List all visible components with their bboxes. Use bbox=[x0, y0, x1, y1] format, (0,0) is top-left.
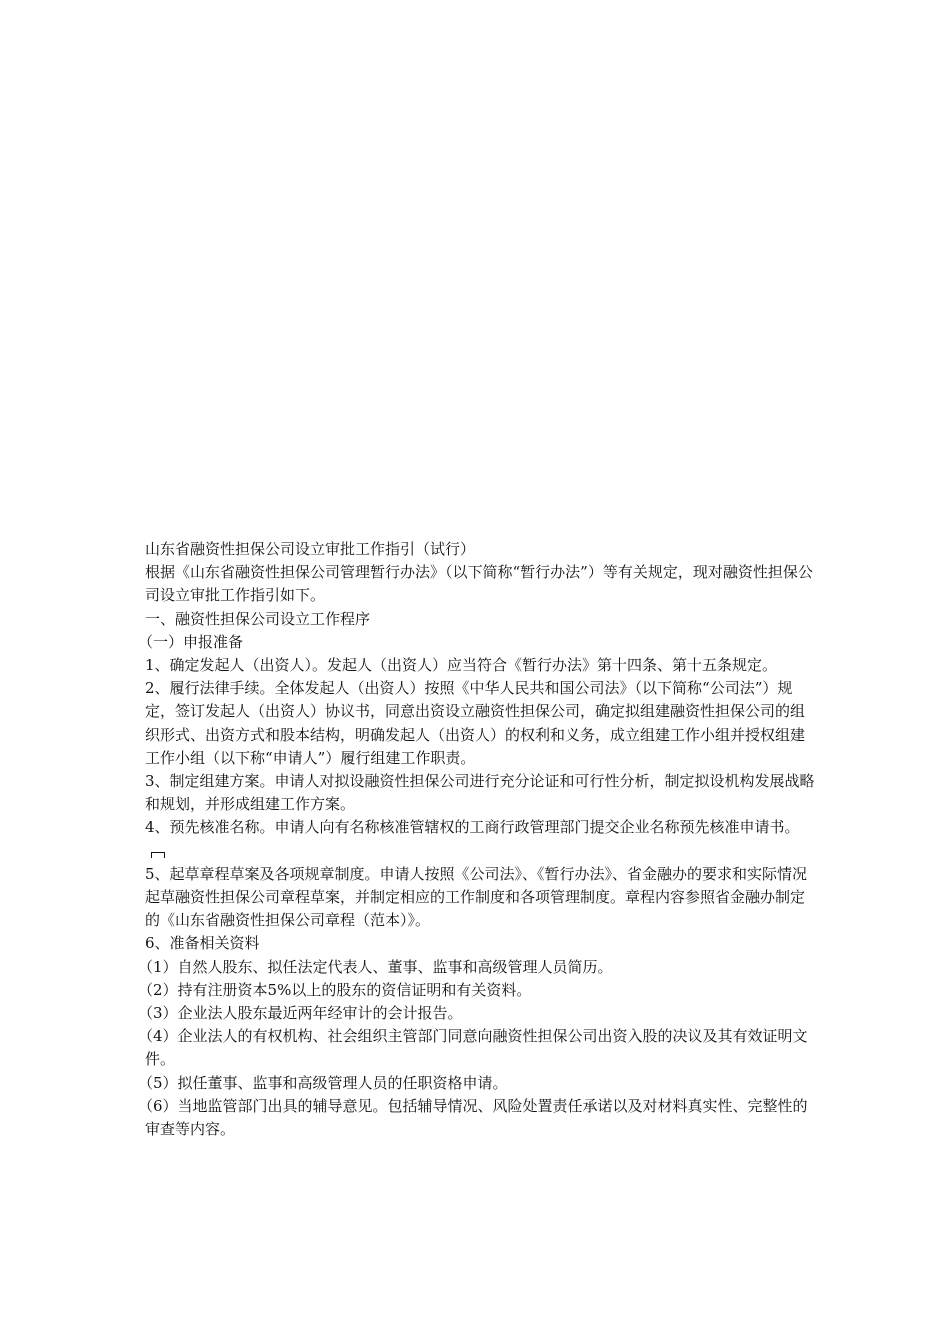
list-item-3: （3）企业法人股东最近两年经审计的会计报告。 bbox=[138, 1004, 463, 1023]
subsection-heading-1: （一）申报准备 bbox=[138, 632, 244, 651]
paragraph-item-1: 1、确定发起人（出资人）。发起人（出资人）应当符合《暂行办法》第十四条、第十五条规定。 bbox=[145, 656, 778, 675]
section-heading-1: 一、融资性担保公司设立工作程序 bbox=[145, 609, 371, 628]
document-body bbox=[138, 538, 817, 1141]
list-item-2: （2）持有注册资本5%以上的股东的资信证明和有关资料。 bbox=[138, 980, 532, 999]
paragraph-item-4-text: 4、预先核准名称。申请人向有名称核准管辖权的工商行政管理部门提交企业名称预先核准申请书。 bbox=[145, 818, 800, 837]
list-item-5: （5）拟任董事、监事和高级管理人员的任职资格申请。 bbox=[138, 1073, 508, 1092]
paragraph-item-5: 5、起草章程草案及各项规章制度。申请人按照《公司法》、《暂行办法》、省金融办的要求和实际情况起草融资性担保公司章程草案，并制定相应的工作制度和各项管理制度。章程内容参照省金融办制定的《山东省融资性担保公司章程（范本）》。 bbox=[145, 864, 808, 930]
list-item-6: （6）当地监管部门出具的辅导意见。包括辅导情况、风险处置责任承诺以及对材料真实性、完整性的审查等内容。 bbox=[138, 1096, 808, 1139]
document-title: 山东省融资性担保公司设立审批工作指引（试行） bbox=[145, 540, 476, 558]
paragraph-intro: 根据《山东省融资性担保公司管理暂行办法》（以下简称“暂行办法”）等有关规定，现对融资性担保公司设立审批工作指引如下。 bbox=[145, 563, 813, 605]
paragraph-item-6: 6、准备相关资料 bbox=[145, 934, 260, 953]
paragraph-item-3: 3、制定组建方案。申请人对拟设融资性担保公司进行充分论证和可行性分析，制定拟设机构发展战略和规划，并形成组建工作方案。 bbox=[145, 772, 815, 814]
list-item-1: （1）自然人股东、拟任法定代表人、董事、监事和高级管理人员简历。 bbox=[138, 957, 613, 976]
list-item-4: （4）企业法人的有权机构、社会组织主管部门同意向融资性担保公司出资入股的决议及其有效证明文件。 bbox=[138, 1027, 808, 1069]
paragraph-item-2: 2、履行法律手续。全体发起人（出资人）按照《中华人民共和国公司法》（以下简称“公司法”）规定，签订发起人（出资人）协议书，同意出资设立融资性担保公司，确定拟组建融资性担保公司的组织形式、出资方式和股本结构，明确发起人（出资人）的权利和义务，成立组建工作小组并授权组建工作小组（以下称“申请人”）履行组建工作职责。 bbox=[145, 679, 806, 767]
bracket-mark-icon bbox=[151, 852, 165, 858]
paragraph-item-4 bbox=[145, 816, 817, 862]
